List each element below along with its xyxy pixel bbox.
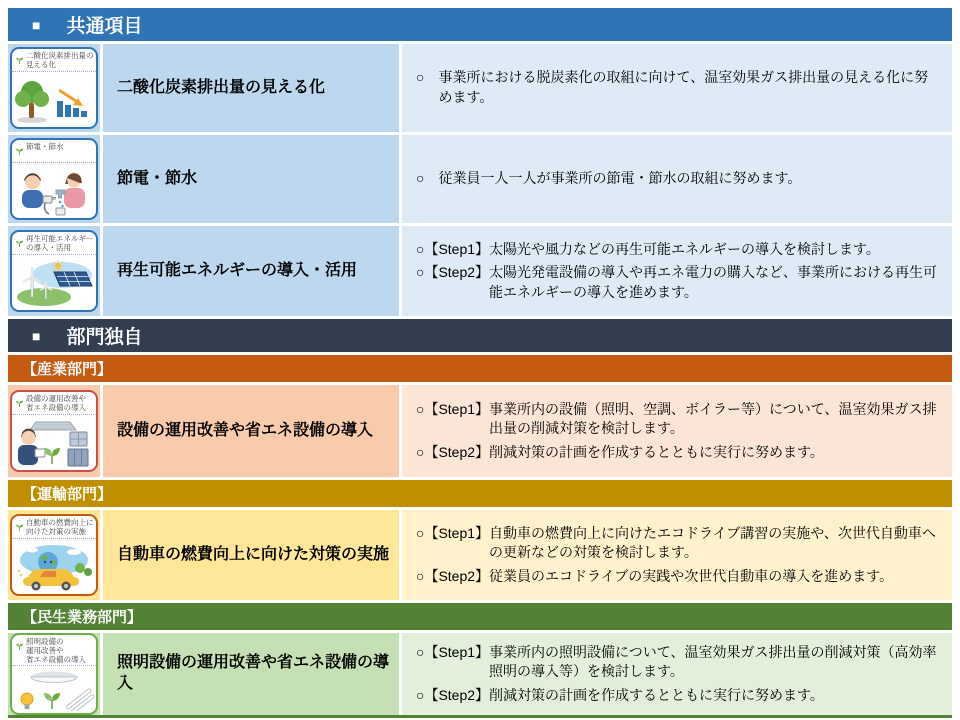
subsection-title: 【民生業務部門】 (22, 609, 143, 626)
icon-caption-line: 照明設備の (26, 637, 64, 646)
icon-caption (12, 392, 96, 415)
section-header-common (8, 8, 952, 41)
subsection-header-civil (8, 603, 952, 630)
row-description (402, 385, 952, 477)
bullet-line (416, 263, 938, 302)
section-header-departments (8, 319, 952, 352)
icon-cell (8, 135, 100, 223)
icon-caption-line: の導入・活用 (26, 243, 71, 252)
save-electricity-water-icon (10, 138, 98, 220)
bullet-marker: ○【Step2】 (416, 443, 490, 460)
row-description (402, 633, 952, 715)
icon-cell (8, 385, 100, 477)
table-row (8, 510, 952, 600)
bullet-line (416, 169, 938, 189)
row-title: 照明設備の運用改善や省エネ設備の導入 (103, 633, 399, 715)
lighting-fixtures-illustration (12, 666, 96, 713)
bullet-marker: ○【Step1】 (416, 240, 490, 257)
row-description (402, 135, 952, 223)
bullet-marker: ○ (416, 170, 439, 187)
subsection-title: 【運輸部門】 (22, 486, 113, 503)
bullet-marker: ○【Step1】 (416, 400, 490, 417)
bullet-line (416, 686, 938, 706)
bullet-text: 削減対策の計画を作成するとともに実行に努めます。 (489, 686, 824, 703)
icon-cell (8, 44, 100, 132)
bullet-line (416, 567, 938, 587)
icon-caption (12, 140, 96, 163)
table-row (8, 633, 952, 713)
icon-caption-line: 運用改善や (26, 646, 64, 655)
bullet-line (416, 400, 938, 439)
co2-visualization-icon (10, 47, 98, 129)
bullet-text: 事業所内の設備（照明、空調、ボイラー等）について、温室効果ガス排出量の削減対策を検討します。 (489, 400, 937, 437)
table-row (8, 135, 952, 223)
people-saving-illustration (12, 163, 96, 218)
icon-caption (12, 49, 96, 72)
equipment-improvement-icon (10, 390, 98, 472)
bullet-marker: ○【Step1】 (416, 524, 490, 541)
bullet-marker: ○ (416, 69, 439, 86)
bullet-text: 太陽光や風力などの再生可能エネルギーの導入を検討します。 (489, 240, 880, 257)
row-description (402, 44, 952, 132)
icon-caption-line: 見える化 (26, 60, 56, 69)
icon-caption-line: 二酸化炭素排出量の (26, 51, 94, 60)
square-marker-icon: ■ (32, 16, 41, 33)
sprout-icon (15, 142, 24, 161)
lighting-improvement-icon (10, 633, 98, 715)
renewable-energy-icon (10, 230, 98, 312)
bullet-line (416, 524, 938, 563)
tree-chart-illustration (12, 72, 96, 127)
table-row (8, 226, 952, 316)
icon-caption-line: 省エネ設備の導入 (26, 403, 86, 412)
subsection-title: 【産業部門】 (22, 361, 113, 378)
subsection-header-industry (8, 355, 952, 382)
wind-solar-illustration (12, 255, 96, 310)
icon-caption-line: 省エネ設備の導入 (26, 655, 86, 664)
row-title: 二酸化炭素排出量の見える化 (103, 44, 399, 132)
subsection-header-transport (8, 480, 952, 507)
bullet-marker: ○【Step1】 (416, 643, 490, 660)
icon-cell (8, 510, 100, 600)
bullet-marker: ○【Step2】 (416, 567, 490, 584)
sprout-icon (15, 518, 24, 537)
document-page (8, 0, 952, 718)
icon-caption (12, 232, 96, 255)
section-title: 共通項目 (66, 16, 143, 37)
row-title: 再生可能エネルギーの導入・活用 (103, 226, 399, 316)
row-title: 自動車の燃費向上に向けた対策の実施 (103, 510, 399, 600)
icon-caption-line: 設備の運用改善や (26, 394, 86, 403)
bullet-text: 削減対策の計画を作成するとともに実行に努めます。 (489, 443, 824, 460)
row-description (402, 226, 952, 316)
icon-cell (8, 633, 100, 715)
icon-caption-line: 自動車の燃費向上に (26, 518, 94, 527)
square-marker-icon: ■ (32, 327, 41, 344)
sprout-icon (15, 234, 24, 253)
bullet-line (416, 240, 938, 260)
bullet-line (416, 68, 938, 107)
bullet-text: 事業所内の照明設備について、温室効果ガス排出量の削減対策（高効率照明の導入等）を検討します。 (489, 643, 937, 680)
icon-caption-line: 再生可能エネルギー (26, 234, 94, 243)
sprout-icon (15, 637, 24, 656)
table-row (8, 44, 952, 132)
row-description (402, 510, 952, 600)
bullet-marker: ○【Step2】 (416, 264, 490, 281)
sprout-icon (15, 394, 24, 413)
icon-caption (12, 635, 96, 666)
bullet-text: 従業員のエコドライブの実践や次世代自動車の導入を進めます。 (489, 567, 894, 584)
bullet-marker: ○【Step2】 (416, 686, 490, 703)
bottom-border (8, 715, 952, 718)
bullet-text: 従業員一人一人が事業所の節電・節水の取組に努めます。 (438, 170, 802, 187)
sprout-icon (15, 51, 24, 70)
eco-car-illustration (12, 539, 96, 594)
bullet-text: 自動車の燃費向上に向けたエコドライブ講習の実施や、次世代自動車への更新などの対策を検討します。 (489, 524, 936, 561)
bullet-line (416, 643, 938, 682)
row-title: 節電・節水 (103, 135, 399, 223)
icon-cell (8, 226, 100, 316)
bullet-line (416, 443, 938, 463)
icon-caption-line: 節電・節水 (26, 142, 64, 151)
row-title: 設備の運用改善や省エネ設備の導入 (103, 385, 399, 477)
section-title: 部門独自 (66, 327, 143, 348)
facility-equipment-illustration (12, 415, 96, 470)
icon-caption-line: 向けた対策の実施 (26, 527, 86, 536)
vehicle-fuel-efficiency-icon (10, 514, 98, 596)
bullet-text: 太陽光発電設備の導入や再エネ電力の購入など、事業所における再生可能エネルギーの導入を進めます。 (489, 264, 938, 300)
icon-caption (12, 516, 96, 539)
table-row (8, 385, 952, 477)
bullet-text: 事業所における脱炭素化の取組に向けて、温室効果ガス排出量の見える化に努めます。 (438, 69, 929, 105)
